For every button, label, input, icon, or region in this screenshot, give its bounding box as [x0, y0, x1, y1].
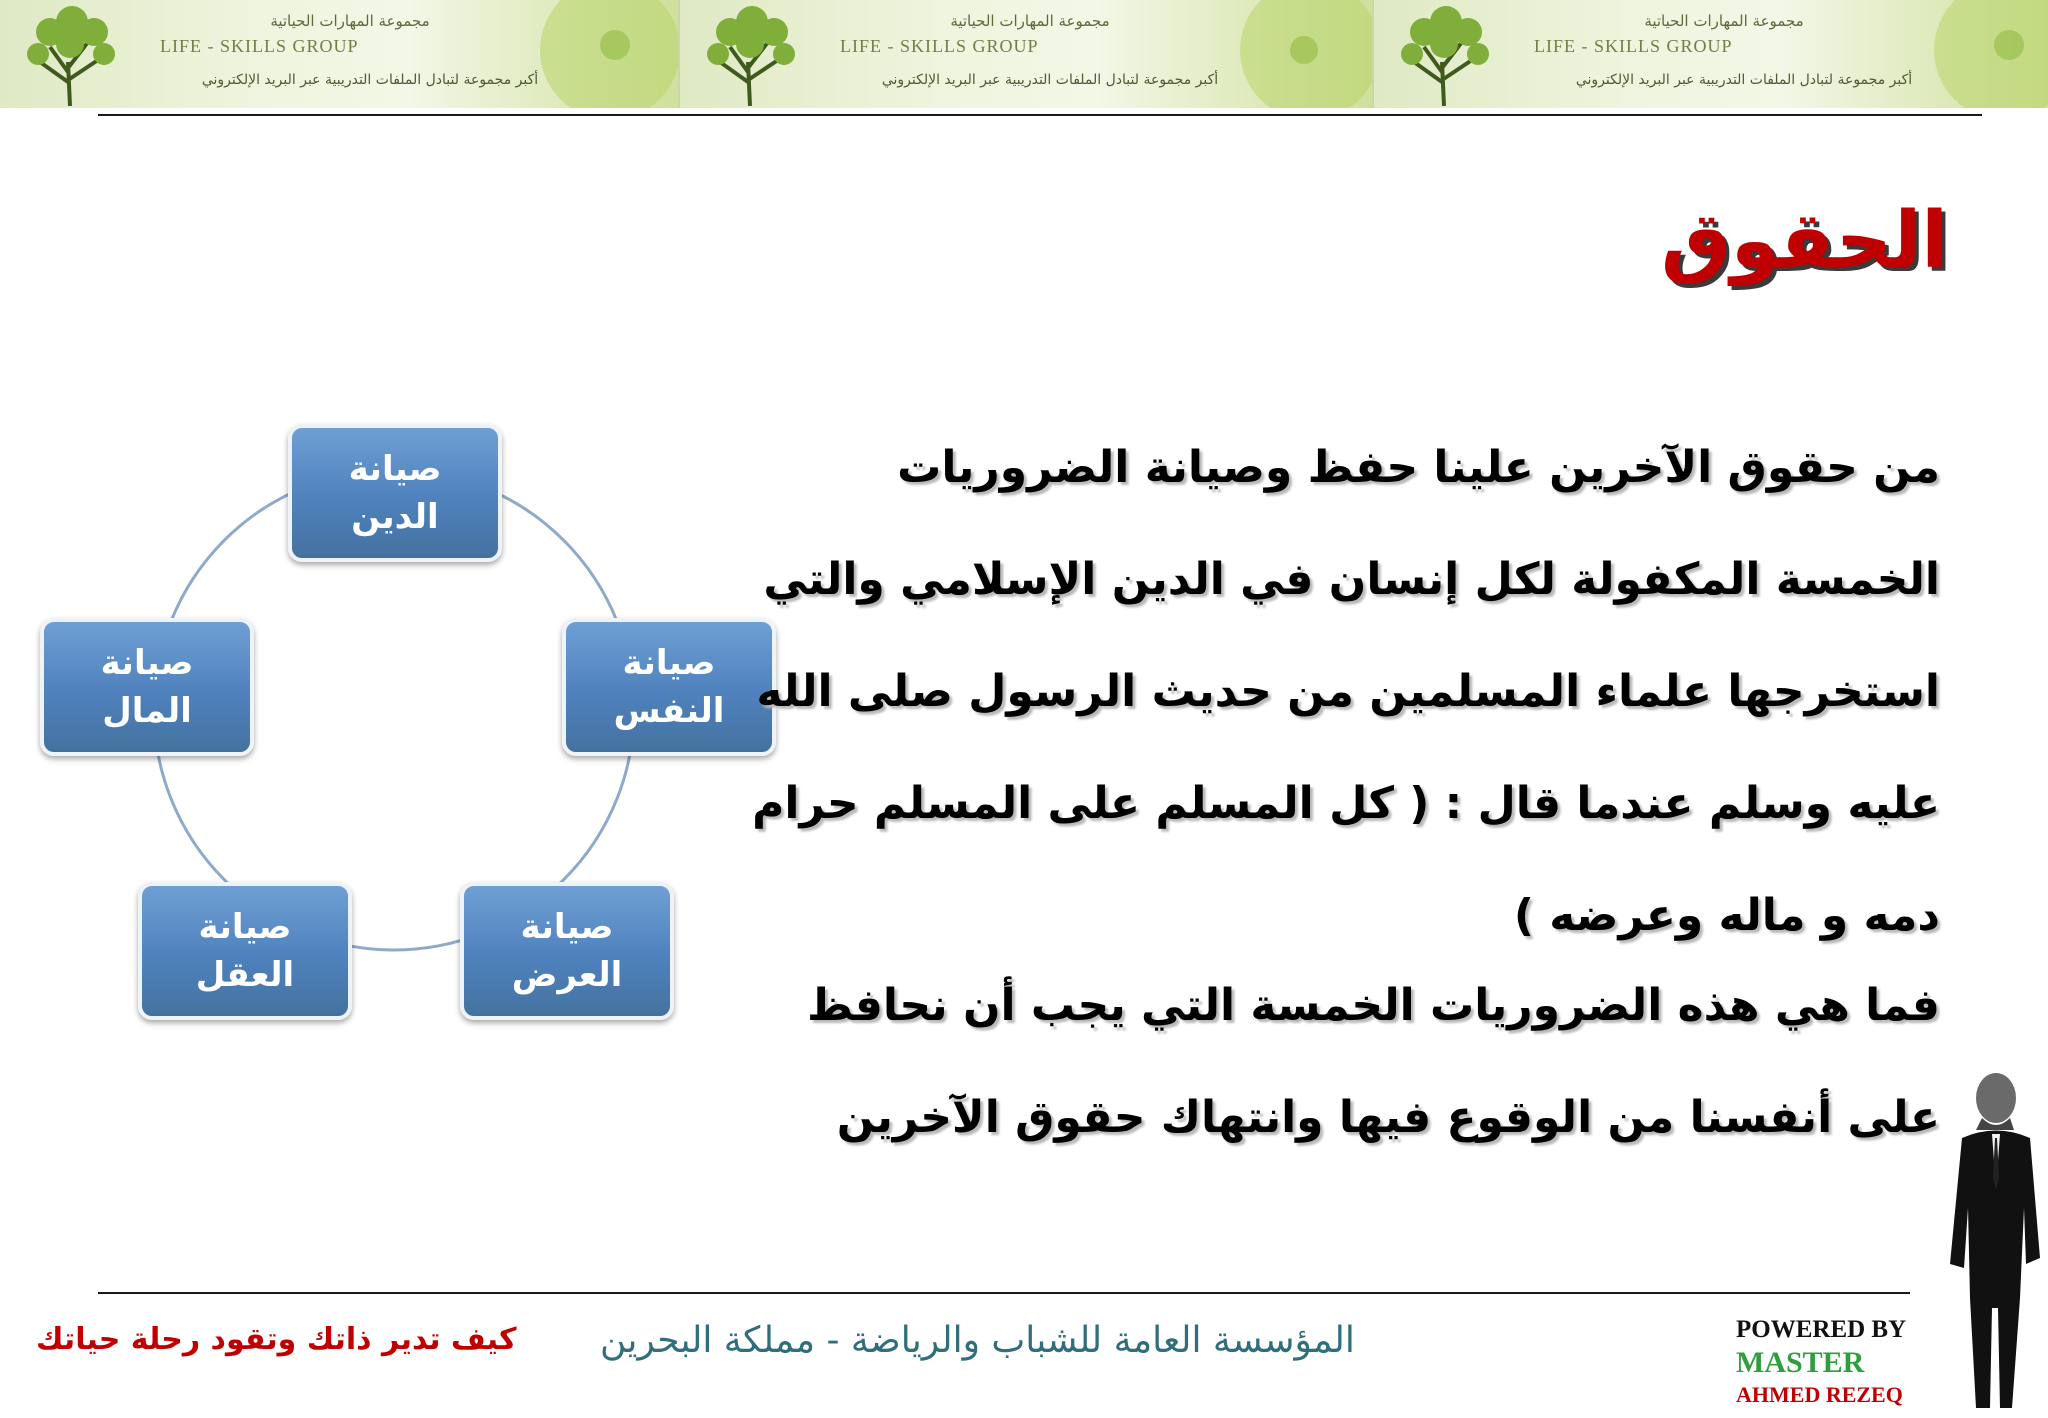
header-divider — [98, 114, 1982, 116]
author-name: AHMED REZEQ — [1736, 1382, 1903, 1407]
banner-tile — [0, 0, 680, 108]
banner-subtitle-ar: أكبر مجموعة لتبادل الملفات التدريبية عبر البريد الإلكتروني — [881, 72, 1219, 88]
tree-logo-icon — [690, 2, 810, 106]
banner-tile — [680, 0, 1374, 108]
banner-tile — [1374, 0, 2048, 108]
tree-logo-icon — [1384, 2, 1504, 106]
banner-title-ar: مجموعة المهارات الحياتية — [950, 12, 1110, 30]
banner-title-en: LIFE - SKILLS GROUP — [1534, 36, 1733, 56]
banner-title-en: LIFE - SKILLS GROUP — [840, 36, 1039, 56]
banner-title-en: LIFE - SKILLS GROUP — [160, 36, 359, 56]
banner-title-ar: مجموعة المهارات الحياتية — [1644, 12, 1804, 30]
cycle-node-religion: صيانة الدين — [288, 424, 502, 562]
paragraph-line: فما هي هذه الضروريات الخمسة التي يجب أن نحافظ — [806, 980, 1940, 1031]
course-title: كيف تدير ذاتك وتقود رحلة حياتك — [36, 1322, 517, 1357]
paragraph-line: عليه وسلم عندما قال : ( كل المسلم على المسلم حرام — [752, 778, 1940, 829]
tree-logo-icon — [10, 2, 130, 106]
cycle-node-wealth: صيانة المال — [40, 618, 254, 756]
paragraph-line: دمه و ماله وعرضه ) — [1513, 890, 1940, 941]
footer-divider — [98, 1292, 1910, 1294]
presenter-silhouette-icon — [1940, 1068, 2048, 1418]
powered-by-block — [1736, 1316, 1906, 1408]
cycle-diagram — [30, 420, 790, 1020]
banner-subtitle-ar: أكبر مجموعة لتبادل الملفات التدريبية عبر البريد الإلكتروني — [1575, 72, 1913, 88]
cycle-node-mind: صيانة العقل — [138, 882, 352, 1020]
paragraph-line: الخمسة المكفولة لكل إنسان في الدين الإسلامي والتي — [763, 554, 1940, 605]
powered-by-label: POWERED BY — [1736, 1316, 1907, 1343]
body-paragraph — [752, 428, 1940, 1190]
banner-title-ar: مجموعة المهارات الحياتية — [270, 12, 430, 30]
brand-name: MASTER — [1736, 1346, 1865, 1379]
paragraph-line: على أنفسنا من الوقوع فيها وانتهاك حقوق الآخرين — [836, 1092, 1940, 1143]
paragraph-line: استخرجها علماء المسلمين من حديث الرسول صلى الله — [756, 666, 1940, 717]
organization-name: المؤسسة العامة للشباب والرياضة - مملكة البحرين — [600, 1320, 1355, 1361]
cycle-node-honor: صيانة العرض — [460, 882, 674, 1020]
cycle-node-self: صيانة النفس — [562, 618, 776, 756]
header-banner — [0, 0, 2048, 108]
banner-subtitle-ar: أكبر مجموعة لتبادل الملفات التدريبية عبر البريد الإلكتروني — [201, 72, 539, 88]
slide-title: الحقوق — [1660, 196, 1948, 286]
paragraph-line: من حقوق الآخرين علينا حفظ وصيانة الضروريات — [897, 442, 1940, 493]
